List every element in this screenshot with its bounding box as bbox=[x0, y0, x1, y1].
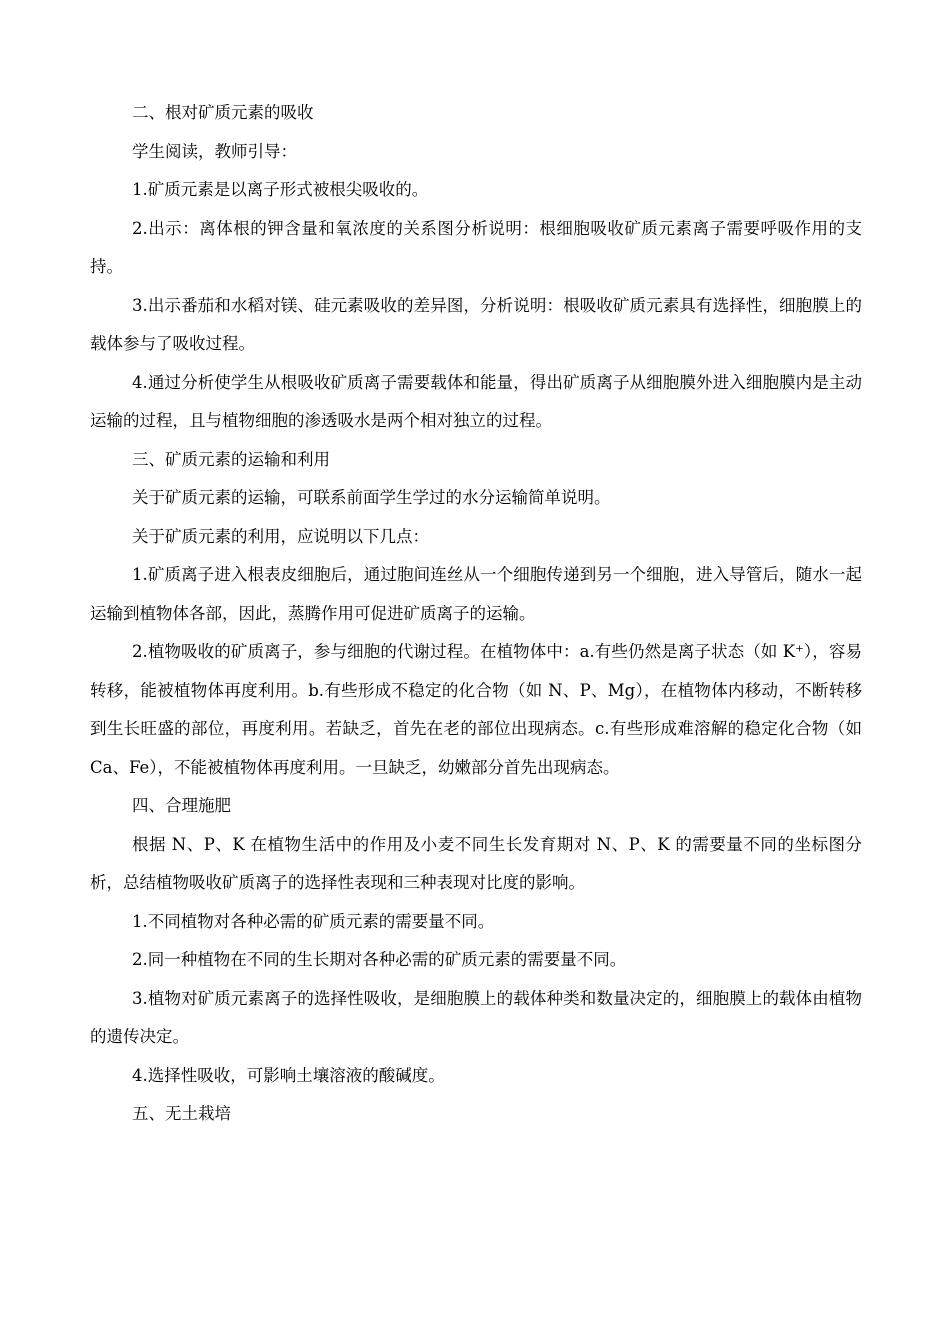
paragraph: 关于矿质元素的利用，应说明以下几点： bbox=[132, 526, 429, 546]
section-heading-2: 二、根对矿质元素的吸收 bbox=[132, 103, 314, 122]
list-item: 4.选择性吸收，可影响土壤溶液的酸碱度。 bbox=[132, 1065, 445, 1085]
section-heading-5: 五、无土栽培 bbox=[132, 1104, 231, 1123]
paragraph: 关于矿质元素的运输，可联系前面学生学过的水分运输简单说明。 bbox=[132, 488, 611, 507]
paragraph: 学生阅读，教师引导： bbox=[132, 141, 297, 161]
paragraph: 根据 N、P、K 在植物生活中的作用及小麦不同生长发育期对 N、P、K 的需要量不同的坐标图分析，总结植物吸收矿质离子的选择性表现和三种表现对比度的影响。 bbox=[90, 834, 862, 892]
list-item: 2.植物吸收的矿质离子，参与细胞的代谢过程。在植物体中：a.有些仍然是离子状态（如 K⁺），容易转移，能被植物体再度利用。b.有些形成不稳定的化合物（如 N、P、Mg），在植物体内移动，不断转移到生长旺盛的部位，再度利用。若缺乏，首先在老的部位出现病态。c.有些形成难溶解的稳定化合物（如 Ca、Fe），不能被植物体再度利用。一旦缺乏，幼嫩部分首先出现病态。 bbox=[90, 642, 862, 777]
section-heading-4: 四、合理施肥 bbox=[132, 796, 231, 815]
list-item: 1.不同植物对各种必需的矿质元素的需要量不同。 bbox=[132, 911, 495, 931]
list-item: 3.出示番茄和水稻对镁、硅元素吸收的差异图，分析说明：根吸收矿质元素具有选择性，细胞膜上的载体参与了吸收过程。 bbox=[90, 295, 862, 353]
list-item: 1.矿质元素是以离子形式被根尖吸收的。 bbox=[132, 180, 429, 199]
section-heading-3: 三、矿质元素的运输和利用 bbox=[132, 449, 330, 469]
document-body bbox=[90, 94, 862, 1134]
list-item: 2.出示：离体根的钾含量和氧浓度的关系图分析说明：根细胞吸收矿质元素离子需要呼吸作用的支持。 bbox=[90, 218, 862, 276]
list-item: 1.矿质离子进入根表皮细胞后，通过胞间连丝从一个细胞传递到另一个细胞，进入导管后，随水一起运输到植物体各部，因此，蒸腾作用可促进矿质离子的运输。 bbox=[90, 565, 862, 623]
list-item: 4.通过分析使学生从根吸收矿质离子需要载体和能量，得出矿质离子从细胞膜外进入细胞膜内是主动运输的过程，且与植物细胞的渗透吸水是两个相对独立的过程。 bbox=[90, 372, 862, 430]
list-item: 3.植物对矿质元素离子的选择性吸收，是细胞膜上的载体种类和数量决定的，细胞膜上的载体由植物的遗传决定。 bbox=[90, 988, 862, 1046]
list-item: 2.同一种植物在不同的生长期对各种必需的矿质元素的需要量不同。 bbox=[132, 950, 627, 969]
